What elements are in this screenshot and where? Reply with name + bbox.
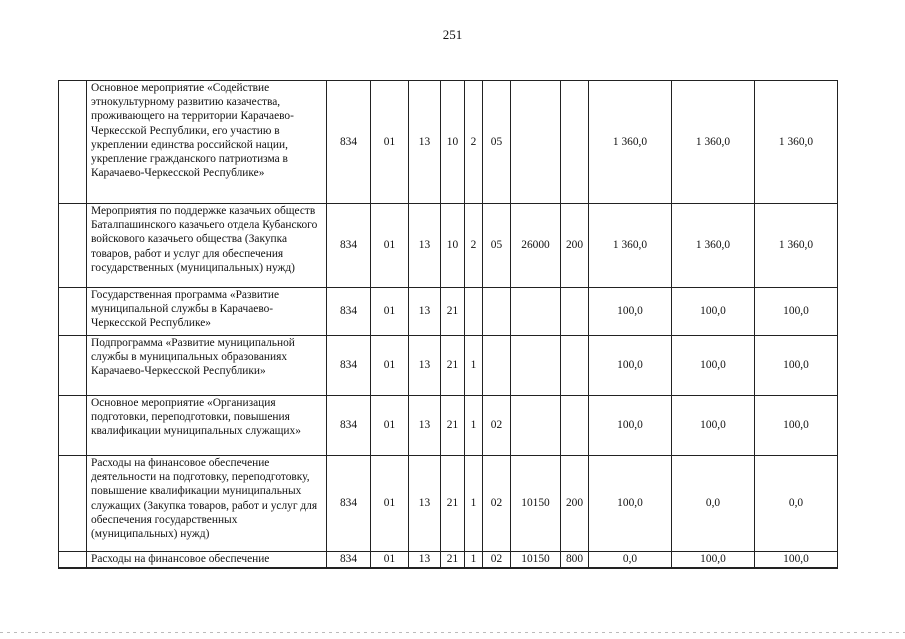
row-number-cell <box>59 552 87 568</box>
row-name-cell: Государственная программа «Развитие муниципальной службы в Карачаево-Черкесской Республике» <box>87 288 327 336</box>
table-row <box>59 552 838 568</box>
row-rz-cell: 01 <box>371 81 409 204</box>
row-name-cell: Расходы на финансовое обеспечение деятельности на подготовку, переподготовку, повышение квалификации муниципальных служащих (Закупка товаров, работ и услуг для обеспечения государственных (муниципальных) нужд) <box>87 456 327 552</box>
row-y1-cell: 100,0 <box>589 396 672 456</box>
row-p3-cell: 02 <box>483 552 511 568</box>
row-p3-cell: 02 <box>483 456 511 552</box>
row-ved-cell: 834 <box>327 396 371 456</box>
row-y2-cell: 1 360,0 <box>672 81 755 204</box>
table-row <box>59 288 838 336</box>
row-p2-cell <box>465 288 483 336</box>
row-vr-cell <box>561 336 589 396</box>
row-y1-cell: 0,0 <box>589 552 672 568</box>
row-name-cell: Основное мероприятие «Организация подготовки, переподготовки, повышения квалификации муниципальных служащих» <box>87 396 327 456</box>
row-number-cell <box>59 288 87 336</box>
table-row <box>59 456 838 552</box>
row-ved-cell: 834 <box>327 552 371 568</box>
row-p1-cell: 21 <box>441 456 465 552</box>
row-y1-cell: 1 360,0 <box>589 204 672 288</box>
row-p4-cell <box>511 288 561 336</box>
row-y3-cell: 100,0 <box>755 552 838 568</box>
row-y1-cell: 100,0 <box>589 336 672 396</box>
row-vr-cell <box>561 81 589 204</box>
row-p3-cell: 02 <box>483 396 511 456</box>
row-p4-cell <box>511 336 561 396</box>
row-p1-cell: 10 <box>441 81 465 204</box>
row-ved-cell: 834 <box>327 336 371 396</box>
row-number-cell <box>59 456 87 552</box>
row-y3-cell: 100,0 <box>755 288 838 336</box>
row-number-cell <box>59 204 87 288</box>
row-p2-cell: 1 <box>465 552 483 568</box>
page-number: 251 <box>442 27 463 42</box>
row-pr-cell: 13 <box>409 288 441 336</box>
row-name-cell: Основное мероприятие «Содействие этнокультурному развитию казачества, проживающего на территории Карачаево-Черкесской Республики, его участию в укреплении единства российской нации, укрепление гражданского патриотизма в Карачаево-Черкесской Республике» <box>87 81 327 204</box>
row-ved-cell: 834 <box>327 204 371 288</box>
row-y1-cell: 1 360,0 <box>589 81 672 204</box>
row-y1-cell: 100,0 <box>589 456 672 552</box>
row-p1-cell: 21 <box>441 336 465 396</box>
row-rz-cell: 01 <box>371 204 409 288</box>
row-number-cell <box>59 336 87 396</box>
row-number-cell <box>59 81 87 204</box>
row-ved-cell: 834 <box>327 456 371 552</box>
row-vr-cell: 200 <box>561 204 589 288</box>
row-y2-cell: 100,0 <box>672 288 755 336</box>
row-p1-cell: 21 <box>441 552 465 568</box>
row-rz-cell: 01 <box>371 288 409 336</box>
row-p2-cell: 1 <box>465 336 483 396</box>
row-y1-cell: 100,0 <box>589 288 672 336</box>
row-pr-cell: 13 <box>409 552 441 568</box>
row-vr-cell <box>561 396 589 456</box>
row-p4-cell <box>511 81 561 204</box>
row-p3-cell: 05 <box>483 81 511 204</box>
row-y3-cell: 1 360,0 <box>755 204 838 288</box>
table-row <box>59 396 838 456</box>
row-pr-cell: 13 <box>409 81 441 204</box>
row-ved-cell: 834 <box>327 81 371 204</box>
table-row <box>59 336 838 396</box>
table-row <box>59 204 838 288</box>
row-p2-cell: 2 <box>465 81 483 204</box>
budget-table <box>58 80 838 569</box>
row-y3-cell: 0,0 <box>755 456 838 552</box>
row-y2-cell: 0,0 <box>672 456 755 552</box>
row-name-cell: Подпрограмма «Развитие муниципальной службы в муниципальных образованиях Карачаево-Черкесской Республики» <box>87 336 327 396</box>
row-p1-cell: 21 <box>441 288 465 336</box>
row-p2-cell: 1 <box>465 396 483 456</box>
row-p4-cell: 26000 <box>511 204 561 288</box>
row-rz-cell: 01 <box>371 396 409 456</box>
row-pr-cell: 13 <box>409 336 441 396</box>
row-pr-cell: 13 <box>409 396 441 456</box>
row-p4-cell: 10150 <box>511 456 561 552</box>
row-p2-cell: 2 <box>465 204 483 288</box>
table-row <box>59 81 838 204</box>
row-pr-cell: 13 <box>409 204 441 288</box>
row-p3-cell: 05 <box>483 204 511 288</box>
row-p2-cell: 1 <box>465 456 483 552</box>
row-name-cell: Расходы на финансовое обеспечение <box>87 552 327 568</box>
row-p4-cell <box>511 396 561 456</box>
row-y3-cell: 100,0 <box>755 336 838 396</box>
row-number-cell <box>59 396 87 456</box>
row-p3-cell <box>483 288 511 336</box>
row-vr-cell: 800 <box>561 552 589 568</box>
row-rz-cell: 01 <box>371 456 409 552</box>
row-ved-cell: 834 <box>327 288 371 336</box>
row-pr-cell: 13 <box>409 456 441 552</box>
row-name-cell: Мероприятия по поддержке казачьих обществ Баталпашинского казачьего отдела Кубанского войскового казачьего общества (Закупка товаров, работ и услуг для обеспечения государственных (муниципальных) нужд) <box>87 204 327 288</box>
scan-edge <box>0 632 905 633</box>
row-y2-cell: 100,0 <box>672 336 755 396</box>
row-p1-cell: 21 <box>441 396 465 456</box>
row-rz-cell: 01 <box>371 552 409 568</box>
row-rz-cell: 01 <box>371 336 409 396</box>
row-y2-cell: 100,0 <box>672 396 755 456</box>
row-y2-cell: 100,0 <box>672 552 755 568</box>
row-vr-cell: 200 <box>561 456 589 552</box>
row-y3-cell: 100,0 <box>755 396 838 456</box>
row-y2-cell: 1 360,0 <box>672 204 755 288</box>
row-y3-cell: 1 360,0 <box>755 81 838 204</box>
row-p1-cell: 10 <box>441 204 465 288</box>
row-vr-cell <box>561 288 589 336</box>
row-p3-cell <box>483 336 511 396</box>
row-p4-cell: 10150 <box>511 552 561 568</box>
